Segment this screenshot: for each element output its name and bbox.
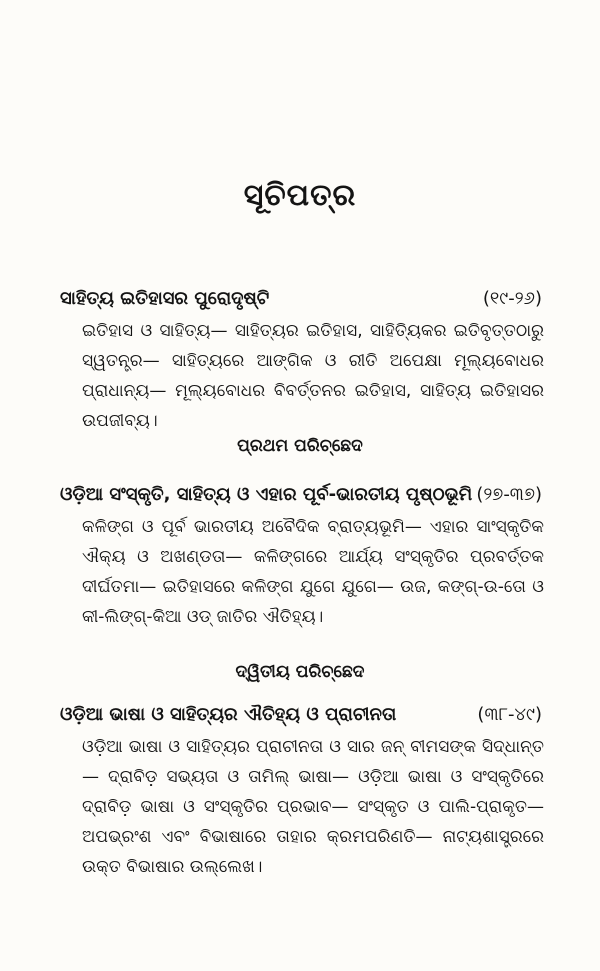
page-title: ସୂଚିପତ୍ର	[243, 178, 357, 213]
section-2-chapter-label: ଦ୍ୱିତୀୟ ପରିଚ୍ଛେଦ	[235, 662, 365, 682]
section-1-pages: (୨୭-୩୭)	[476, 484, 542, 505]
section-1-description: କଳିଙ୍ଗ ଓ ପୂର୍ବ ଭାରତୀୟ ଅବୈଦିକ ବ୍ରାତ୍ୟଭୂମି— ଏହାର ସାଂସ୍କୃତିକ ଐକ୍ୟ ଓ ଅଖଣ୍ଡତା— କଳିଙ୍ଗରେ ଆର୍ଯ୍ୟ ସଂସ୍କୃତିର ପ୍ରବର୍ତ୍ତକ ଦୀର୍ଘତମା— ଇତିହାସରେ କଳିଙ୍ଗ ଯୁଗେ ଯୁଗେ— ଉଜ, କଙ୍ଗ୍-ଉ-ତୋ ଓ କୀ-ଲିଙ୍ଗ୍-କିଆ ଓଡ୍ ଜାତିର ଐତିହ୍ୟ।	[82, 517, 544, 627]
section-1-chapter-label: ପ୍ରଥମ ପରିଚ୍ଛେଦ	[237, 436, 363, 456]
section-2-description: ଓଡ଼ିଆ ଭାଷା ଓ ସାହିତ୍ୟର ପ୍ରାଚୀନତା ଓ ସାର ଜନ୍ ବୀମସଙ୍କ ସିଦ୍ଧାନ୍ତ— ଦ୍ରାବିଡ଼ ସଭ୍ୟତା ଓ ତାମିଲ୍ ଭାଷା— ଓଡ଼ିଆ ଭାଷା ଓ ସଂସ୍କୃତିରେ ଦ୍ରାବିଡ଼ ଭାଷା ଓ ସଂସ୍କୃତିର ପ୍ରଭାବ— ସଂସ୍କୃତ ଓ ପାଲି-ପ୍ରାକୃତ— ଅପଭ୍ରଂଶ ଏବଂ ବିଭାଷାରେ ତାହାର କ୍ରମପରିଣତି— ନାଟ୍ୟଶାସ୍ତ୍ରରେ ଉକ୍ତ ବିଭାଷାର ଉଲ୍ଲେଖ।	[82, 737, 544, 877]
section-1-title: ଓଡ଼ିଆ ସଂସ୍କୃତି, ସାହିତ୍ୟ ଓ ଏହାର ପୂର୍ବ-ଭାରତୀୟ ପୃଷ୍ଠଭୂମି	[60, 484, 473, 505]
section-0-title: ସାହିତ୍ୟ ଇତିହାସର ପୁରୋଦୃଷ୍ଟି	[60, 288, 270, 309]
section-2-title: ଓଡ଼ିଆ ଭାଷା ଓ ସାହିତ୍ୟର ଐତିହ୍ୟ ଓ ପ୍ରାଚୀନତା	[60, 704, 397, 725]
section-0-pages: (୧୯-୨୬)	[482, 288, 542, 309]
section-0-description: ଇତିହାସ ଓ ସାହିତ୍ୟ— ସାହିତ୍ୟର ଇତିହାସ, ସାହିତ୍ୟିକର ଇତିବୃତ୍ତଠାରୁ ସ୍ୱତନ୍ତ୍ର— ସାହିତ୍ୟରେ ଆଙ୍ଗିକ ଓ ରୀତି ଅପେକ୍ଷା ମୂଲ୍ୟବୋଧର ପ୍ରାଧାନ୍ୟ— ମୂଲ୍ୟବୋଧର ବିବର୍ତ୍ତନର ଇତିହାସ, ସାହିତ୍ୟ ଇତିହାସର ଉପଜୀବ୍ୟ।	[82, 321, 544, 431]
section-2-pages: (୩୮-୪୯)	[477, 704, 542, 725]
